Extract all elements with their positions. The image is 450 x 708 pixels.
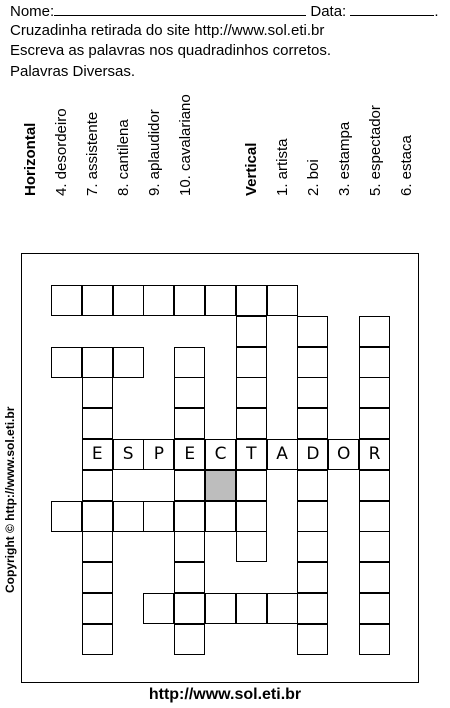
name-field[interactable] — [54, 2, 306, 16]
crossword-letter-cell[interactable]: C — [205, 439, 236, 470]
name-label: Nome: — [10, 3, 55, 20]
subtitle-line: Palavras Diversas. — [10, 63, 136, 80]
horizontal-clue: 10. cavalariano — [177, 94, 194, 196]
crossword-letter-cell[interactable]: P — [143, 439, 174, 470]
horizontal-clue: 4. desordeiro — [53, 108, 70, 196]
source-line: Cruzadinha retirada do site http://www.sol.eti.br — [10, 22, 325, 39]
crossword-letter-cell[interactable]: S — [113, 439, 144, 470]
crossword-letter-cell[interactable]: T — [236, 439, 267, 470]
footer-url: http://www.sol.eti.br — [148, 686, 302, 703]
vertical-title: Vertical — [243, 142, 260, 196]
copyright-notice: Copyright © http://www.sol.eti.br — [3, 406, 17, 593]
date-end: . — [434, 3, 439, 20]
date-label: Data: — [310, 3, 347, 20]
horizontal-title: Horizontal — [22, 122, 39, 196]
horizontal-clue: 9. aplaudidor — [146, 109, 163, 196]
name-date-line — [10, 2, 439, 21]
instruction-line: Escreva as palavras nos quadradinhos corretos. — [10, 42, 332, 59]
crossword-letter-cell[interactable]: E — [82, 439, 113, 470]
crossword-letter-cell[interactable]: O — [328, 439, 359, 470]
date-field[interactable] — [350, 2, 434, 16]
vertical-clue: 2. boi — [305, 159, 322, 196]
crossword-letter-cell[interactable]: R — [359, 439, 390, 470]
vertical-clue: 1. artista — [274, 138, 291, 196]
vertical-clue: 6. estaca — [398, 135, 415, 196]
crossword-letter-cell[interactable]: A — [267, 439, 298, 470]
horizontal-clue: 8. cantilena — [115, 119, 132, 196]
horizontal-clue: 7. assistente — [84, 111, 101, 196]
crossword-frame — [21, 253, 419, 683]
crossword-letter-cell[interactable]: E — [174, 439, 205, 470]
vertical-clue: 3. estampa — [336, 121, 353, 196]
crossword-letter-cell[interactable]: D — [297, 439, 328, 470]
vertical-clue: 5. espectador — [367, 105, 384, 196]
